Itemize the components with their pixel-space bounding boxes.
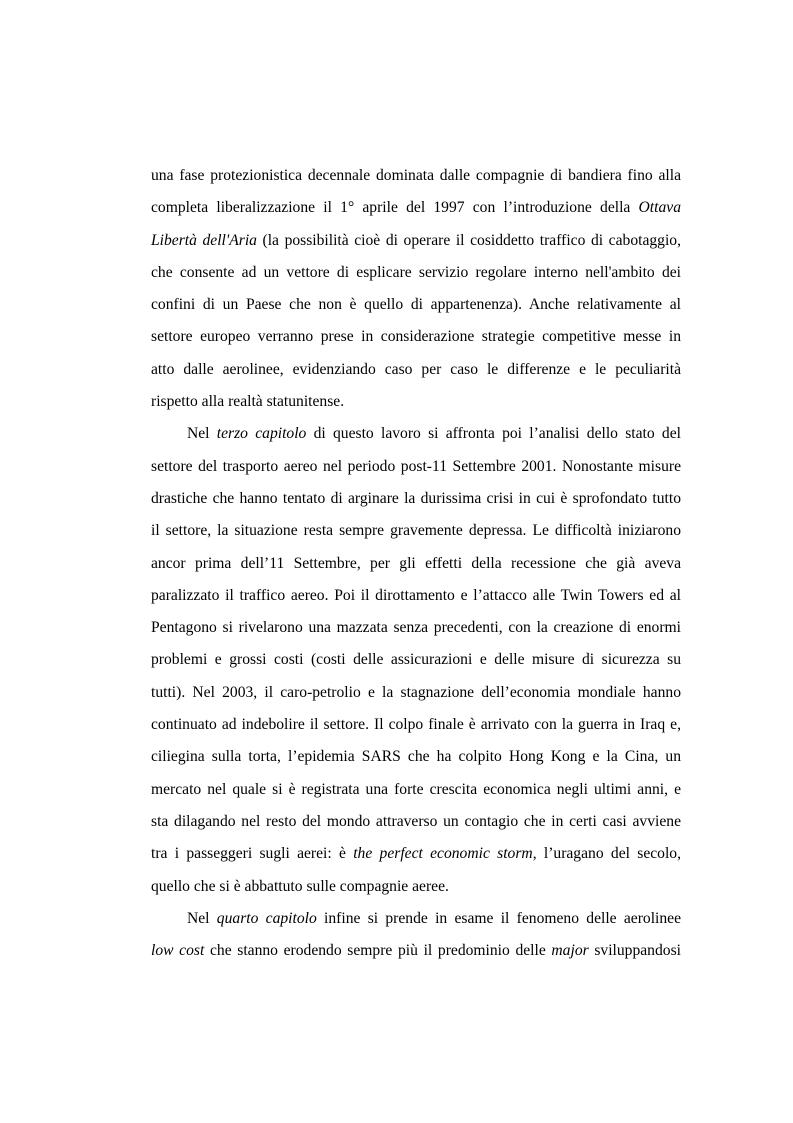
text-line [151, 903, 681, 935]
text-line [151, 257, 681, 289]
text-line [151, 806, 681, 838]
text-segment: , l’uragano del secolo, [532, 845, 681, 863]
text-segment: continuato ad indebolire il settore. Il colpo finale è arrivato con la guerra in Iraq e, [151, 716, 681, 734]
text-segment: confini di un Paese che non è quello di appartenenza). Anche relativamente al [151, 296, 681, 314]
text-segment: una fase protezionistica decennale dominata dalle compagnie di bandiera fino alla [151, 167, 681, 184]
text-segment: (la possibilità cioè di operare il cosiddetto traffico di cabotaggio, [256, 231, 681, 249]
paragraph [151, 418, 681, 902]
text-segment: Nel [187, 909, 217, 927]
text-line [151, 192, 681, 224]
text-line [151, 386, 681, 418]
italic-text: Ottava [638, 199, 681, 217]
text-line [151, 515, 681, 547]
italic-text: major [551, 942, 589, 960]
text-segment: tra i passeggeri sugli aerei: è [151, 845, 354, 863]
text-segment: il settore, la situazione resta sempre gravemente depressa. Le difficoltà iniziarono [151, 522, 681, 540]
text-segment: Pentagono si rivelarono una mazzata senza precedenti, con la creazione di enormi [151, 619, 681, 637]
italic-text: low cost [151, 942, 205, 960]
text-line [151, 289, 681, 321]
text-line [151, 871, 681, 903]
text-segment: settore del trasporto aereo nel periodo post-11 Settembre 2001. Nonostante misure [151, 457, 681, 475]
text-line [151, 935, 681, 967]
text-segment: mercato nel quale si è registrata una forte crescita economica negli ultimi anni, e [151, 780, 681, 798]
text-line [151, 677, 681, 709]
text-line [151, 644, 681, 676]
text-segment: ciliegina sulla torta, l’epidemia SARS che ha colpito Hong Kong e la Cina, un [151, 748, 681, 766]
text-segment: che stanno erodendo sempre più il predominio delle [204, 942, 552, 960]
text-line [151, 225, 681, 257]
text-segment: infine si prende in esame il fenomeno delle aerolinee [316, 909, 682, 927]
text-segment: atto dalle aerolinee, evidenziando caso per caso le differenze e le peculiarità [151, 360, 681, 378]
text-segment: ancor prima dell’11 Settembre, per gli effetti della recessione che già aveva [151, 554, 681, 572]
paragraph [151, 160, 681, 418]
italic-text: quarto capitolo [216, 909, 317, 927]
text-line [151, 709, 681, 741]
paragraph [151, 903, 681, 968]
body-text [151, 160, 681, 967]
text-segment: completa liberalizzazione il 1° aprile del 1997 con l’introduzione della [151, 199, 639, 217]
text-segment: drastiche che hanno tentato di arginare la durissima crisi in cui è sprofondato tutto [151, 489, 681, 507]
text-line [151, 548, 681, 580]
text-segment: quello che si è abbattuto sulle compagnie aeree. [151, 877, 449, 895]
text-segment: sta dilagando nel resto del mondo attraverso un contagio che in certi casi avviene [151, 812, 681, 830]
text-line [151, 774, 681, 806]
text-line [151, 612, 681, 644]
text-line [151, 418, 681, 450]
text-segment: che consente ad un vettore di esplicare servizio regolare interno nell'ambito dei [151, 263, 681, 281]
text-segment: paralizzato il traffico aereo. Poi il dirottamento e l’attacco alle Twin Towers ed al [151, 586, 681, 604]
italic-text: Libertà dell'Aria [151, 231, 257, 249]
text-line [151, 321, 681, 353]
italic-text: the perfect economic storm [353, 845, 533, 863]
text-segment: settore europeo verranno prese in considerazione strategie competitive messe in [151, 328, 681, 346]
text-segment: Nel [187, 425, 217, 443]
text-segment: sviluppandosi [588, 942, 681, 960]
text-segment: di questo lavoro si affronta poi l’analisi dello stato del [306, 425, 681, 443]
text-segment: rispetto alla realtà statunitense. [151, 393, 345, 411]
text-line [151, 580, 681, 612]
text-line [151, 741, 681, 773]
text-line [151, 838, 681, 870]
text-line [151, 483, 681, 515]
text-segment: problemi e grossi costi (costi delle assicurazioni e delle misure di sicurezza su [151, 651, 681, 669]
text-line [151, 451, 681, 483]
italic-text: terzo capitolo [216, 425, 307, 443]
text-line [151, 354, 681, 386]
text-line [151, 160, 681, 192]
text-segment: tutti). Nel 2003, il caro-petrolio e la stagnazione dell’economia mondiale hanno [151, 683, 681, 701]
